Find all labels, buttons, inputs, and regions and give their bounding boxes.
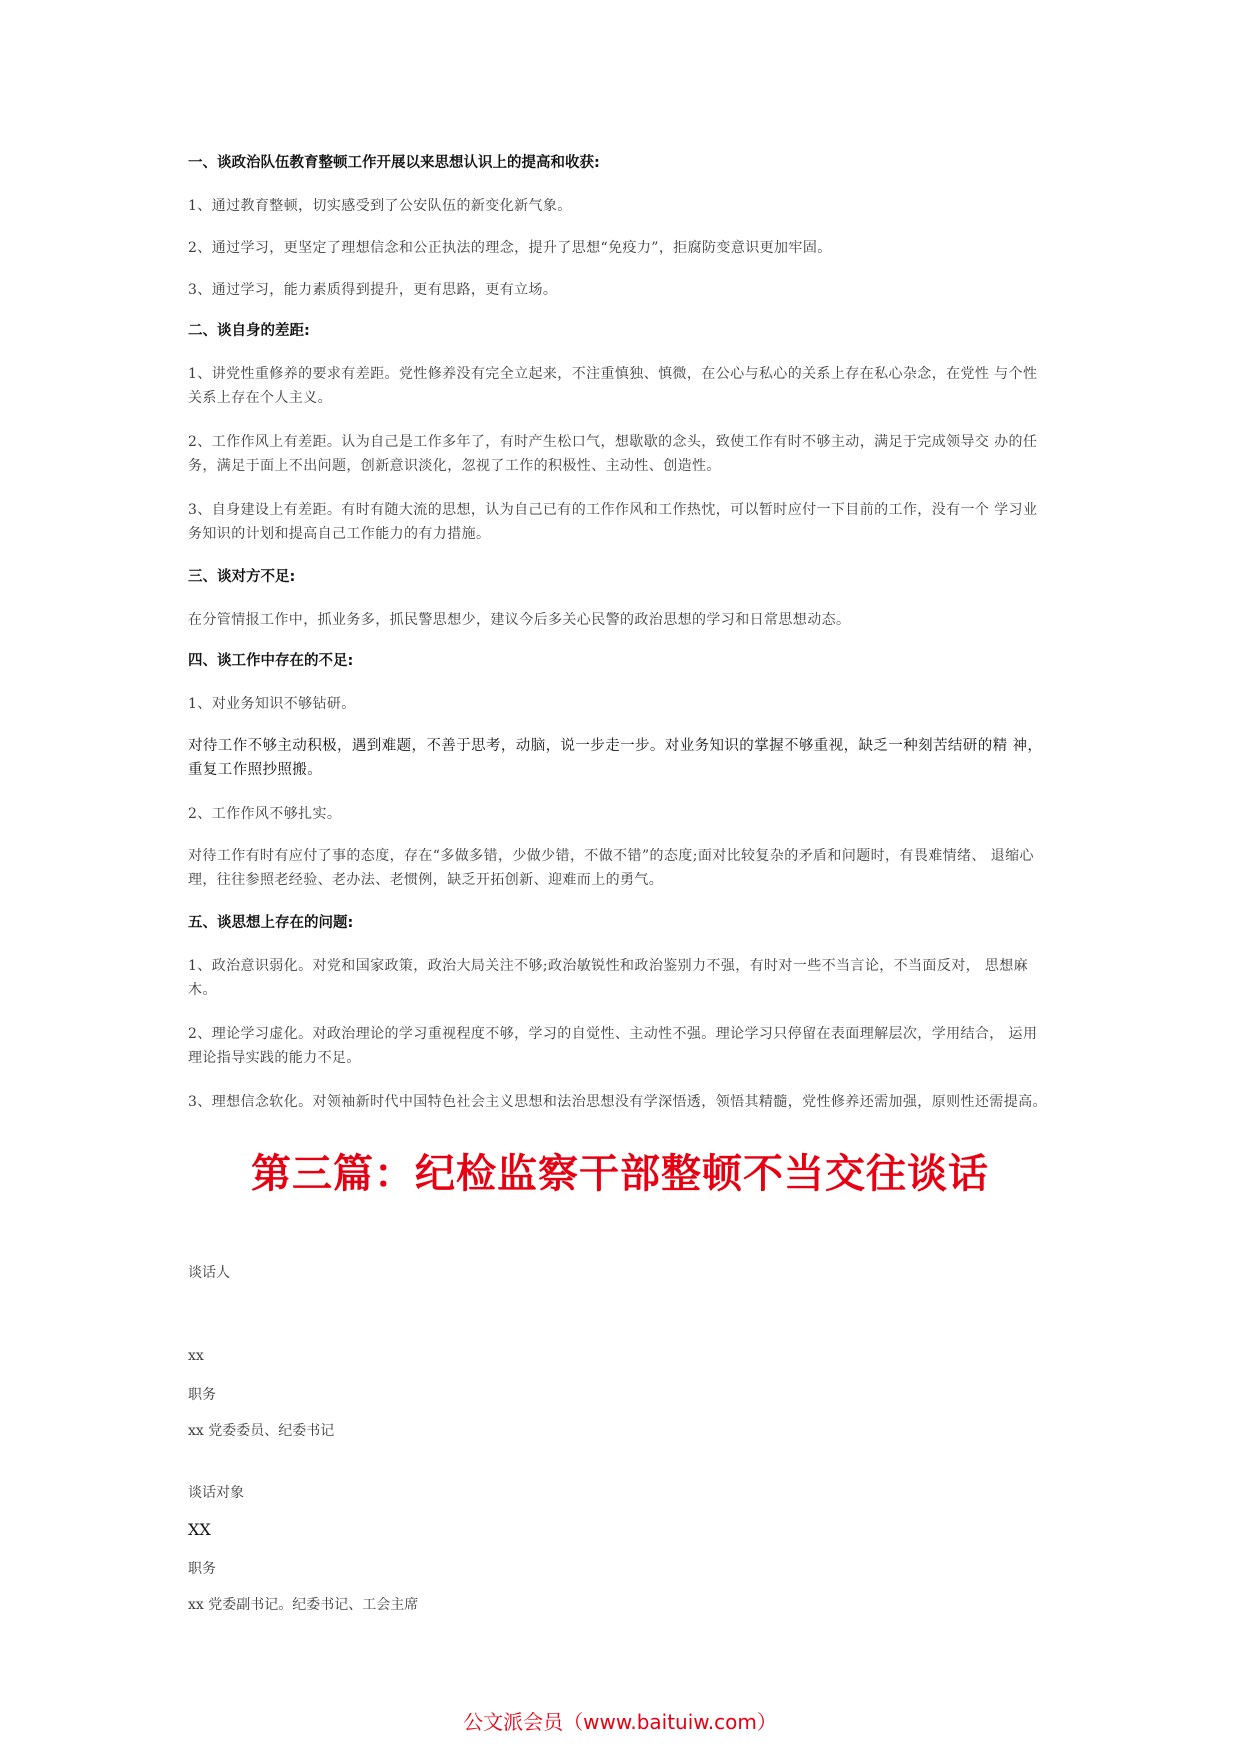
section-heading-4: 四、谈工作中存在的不足: — [188, 653, 354, 669]
paragraph: 1、讲党性重修养的要求有差距。党性修养没有完全立起来，不注重慎独、慎微，在公心与私心的关系上存在私心杂念，在党性 与个性关系上存在个人主义。 — [188, 366, 1038, 406]
paragraph: 3、通过学习，能力素质得到提升，更有思路，更有立场。 — [188, 282, 558, 298]
paragraph: 1、政治意识弱化。对党和国家政策，政治大局关注不够;政治敏锐性和政治鉴别力不强，有时对一些不当言论，不当面反对， 思想麻木。 — [188, 958, 1029, 998]
paragraph: 3、自身建设上有差距。有时有随大流的思想，认为自己已有的工作作风和工作热忱，可以暂时应付一下目前的工作，没有一个 学习业务知识的计划和提高自己工作能力的有力措施。 — [188, 502, 1038, 542]
section-heading-1: 一、谈政治队伍教育整顿工作开展以来思想认识上的提高和收获: — [188, 155, 600, 171]
section-heading-5: 五、谈思想上存在的问题: — [188, 915, 354, 931]
target-post-label: 职务 — [188, 1561, 216, 1577]
paragraph: 对待工作有时有应付了事的态度，存在“多做多错，少做少错，不做不错”的态度;面对比较复杂的矛盾和问题时，有畏难情绪、 退缩心理，往往参照老经验、老办法、老惯例，缺乏开拓创新、迎难而上的勇气。 — [188, 848, 1034, 888]
section-heading-2: 二、谈自身的差距: — [188, 323, 310, 339]
paragraph: 2、工作作风上有差距。认为自己是工作多年了，有时产生松口气，想歇歇的念头，致使工作有时不够主动，满足于完成领导交 办的任务，满足于面上不出问题，创新意识淡化，忽视了工作的积极性、主动性、创造性。 — [188, 434, 1038, 474]
paragraph: 2、工作作风不够扎实。 — [188, 806, 342, 822]
talker-post-label: 职务 — [188, 1387, 216, 1403]
paragraph: 2、理论学习虚化。对政治理论的学习重视程度不够，学习的自觉性、主动性不强。理论学习只停留在表面理解层次，学用结合， 运用理论指导实践的能力不足。 — [188, 1026, 1038, 1066]
target-post: xx 党委副书记。纪委书记、工会主席 — [188, 1597, 419, 1613]
chapter-title: 第三篇：纪检监察干部整顿不当交往谈话 — [251, 1151, 989, 1197]
paragraph: 在分管情报工作中，抓业务多，抓民警思想少，建议今后多关心民警的政治思想的学习和日常思想动态。 — [188, 612, 851, 628]
paragraph: 3、理想信念软化。对领袖新时代中国特色社会主义思想和法治思想没有学深悟透，领悟其精髓，党性修养还需加强，原则性还需提高。 — [188, 1094, 1047, 1110]
section-heading-3: 三、谈对方不足: — [188, 569, 296, 585]
paragraph: 2、通过学习，更坚定了理想信念和公正执法的理念，提升了思想“免疫力”，拒腐防变意识更加牢固。 — [188, 240, 832, 256]
footer-watermark: 公文派会员（www.baituiw.com） — [463, 1710, 777, 1734]
target-label: 谈话对象 — [188, 1485, 244, 1501]
paragraph-bold: 对待工作不够主动积极，遇到难题，不善于思考，动脑，说一步走一步。对业务知识的掌握不够重视，缺乏一种刻苦结研的精 神，重复工作照抄照搬。 — [188, 738, 1043, 778]
target-name: XX — [188, 1520, 211, 1539]
paragraph: 1、通过教育整顿，切实感受到了公安队伍的新变化新气象。 — [188, 198, 572, 214]
talker-label: 谈话人 — [188, 1265, 230, 1281]
talker-post: xx 党委委员、纪委书记 — [188, 1423, 335, 1439]
paragraph: 1、对业务知识不够钻研。 — [188, 696, 356, 712]
body-content — [188, 152, 1050, 1134]
talker-name: xx — [188, 1348, 204, 1364]
